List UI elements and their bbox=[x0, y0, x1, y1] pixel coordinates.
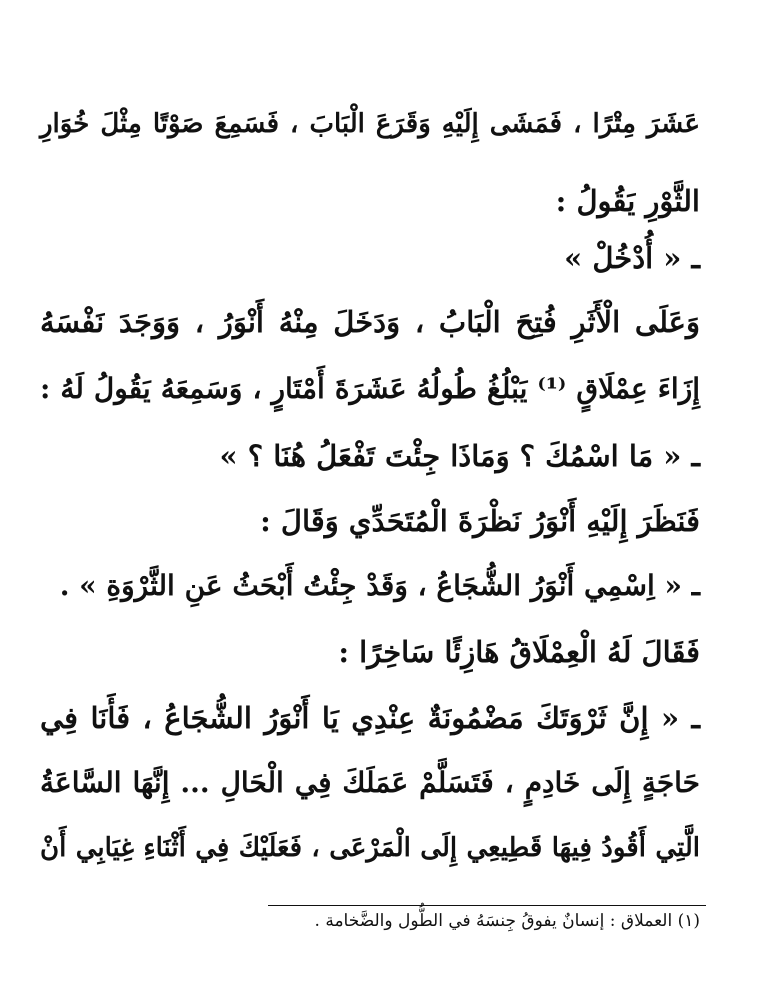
text-line-6-dialogue: ـ « مَا اسْمُكَ ؟ وَمَاذَا جِئْتَ تَفْعَلُ هُنَا ؟ » bbox=[219, 439, 700, 473]
text-line-9: فَقَالَ لَهُ الْعِمْلَاقُ هَازِئًا سَاخِرًا : bbox=[338, 635, 700, 669]
footnote-divider bbox=[268, 905, 706, 906]
text-line-7: فَنَظَرَ إِلَيْهِ أَنْوَرُ نَظْرَةَ الْمُتَحَدِّي وَقَالَ : bbox=[260, 504, 700, 538]
text-line-2: الثَّوْرِ يَقُولُ : bbox=[555, 184, 700, 218]
text-line-1: عَشَرَ مِتْرًا ، فَمَشَى إِلَيْهِ وَقَرَعَ الْبَابَ ، فَسَمِعَ صَوْتًا مِثْلَ خُوَارِ bbox=[40, 109, 700, 139]
text-line-11: حَاجَةٍ إِلَى خَادِمٍ ، فَتَسَلَّمْ عَمَلَكَ فِي الْحَالِ ... إِنَّهَا السَّاعَةُ bbox=[40, 766, 700, 799]
text-line-12: الَّتِي أَقُودُ فِيهَا قَطِيعِي إِلَى الْمَرْعَى ، فَعَلَيْكَ فِي أَثْنَاءِ غِيَابِي أَنْ bbox=[40, 833, 700, 863]
text-line-4: وَعَلَى الْأَثَرِ فُتِحَ الْبَابُ ، وَدَخَلَ مِنْهُ أَنْوَرُ ، وَوَجَدَ نَفْسَهُ bbox=[40, 305, 700, 339]
text-line-8-dialogue: ـ « اِسْمِي أَنْوَرُ الشُّجَاعُ ، وَقَدْ جِئْتُ أَبْحَثُ عَنِ الثَّرْوَةِ » . bbox=[59, 569, 700, 602]
text-line-10-dialogue: ـ « إِنَّ ثَرْوَتَكَ مَضْمُونَةٌ عِنْدِي يَا أَنْوَرُ الشُّجَاعُ ، فَأَنَا فِي bbox=[40, 701, 700, 735]
text-line-3-dialogue: ـ « أُدْخُلْ » bbox=[564, 241, 700, 275]
text-line-5: إِزَاءَ عِمْلَاقٍ ⁽¹⁾ يَبْلُغُ طُولُهُ عَشَرَةَ أَمْتَارٍ ، وَسَمِعَهُ يَقُولُ لَهُ : bbox=[40, 372, 700, 405]
footnote: (١) العملاق : إنسانٌ يفوقُ جِنسَهُ في الطُّول والضَّخامة . bbox=[314, 911, 700, 931]
